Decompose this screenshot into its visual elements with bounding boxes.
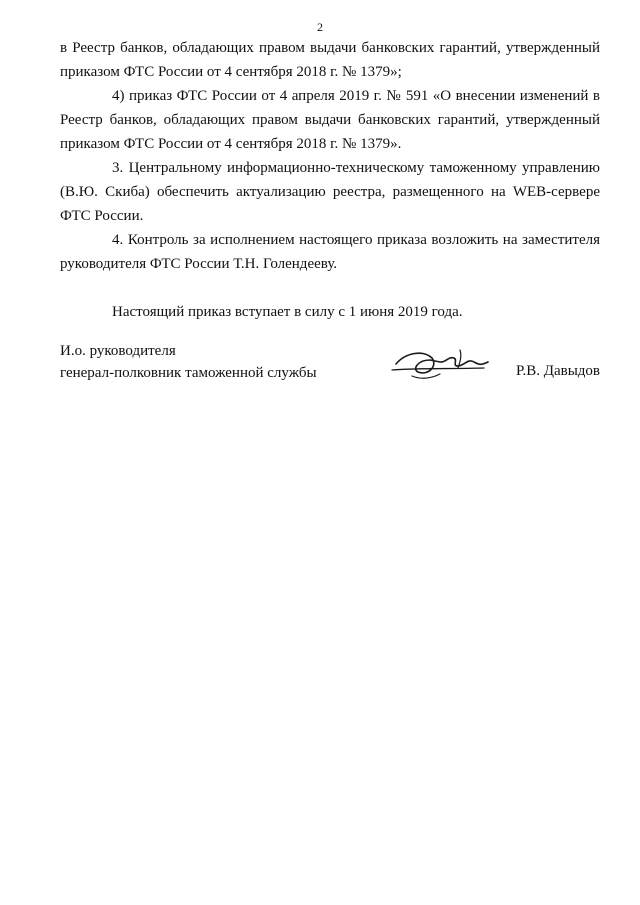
- signature-block: [60, 340, 600, 390]
- handwritten-signature: [388, 342, 498, 386]
- paragraph-effective-date: Настоящий приказ вступает в силу с 1 июня 2019 года.: [112, 304, 463, 320]
- page-number: 2: [317, 20, 323, 34]
- signatory-title-line1: И.о. руководителя: [60, 343, 176, 359]
- signatory-title: [60, 340, 317, 384]
- document-body: [60, 36, 600, 324]
- paragraph-continuation: в Реестр банков, обладающих правом выдачи банковских гарантий, утвержденный приказом ФТС России от 4 сентября 2018 г. № 1379»;: [60, 40, 600, 80]
- paragraph-item-4-control: 4. Контроль за исполнением настоящего приказа возложить на заместителя руководителя ФТС России Т.Н. Голендееву.: [60, 232, 600, 272]
- paragraph-item-4: 4) приказ ФТС России от 4 апреля 2019 г. № 591 «О внесении изменений в Реестр банков, обладающих правом выдачи банковских гарантий, утвержденный приказом ФТС России от 4 сентября 2018 г. № 1379».: [60, 88, 600, 152]
- signatory-title-line2: генерал-полковник таможенной службы: [60, 365, 317, 381]
- signatory-name: Р.В. Давыдов: [516, 363, 600, 379]
- paragraph-item-3: 3. Центральному информационно-техническому таможенному управлению (В.Ю. Скиба) обеспечить актуализацию реестра, размещенного на WEB-сервере ФТС России.: [60, 160, 600, 224]
